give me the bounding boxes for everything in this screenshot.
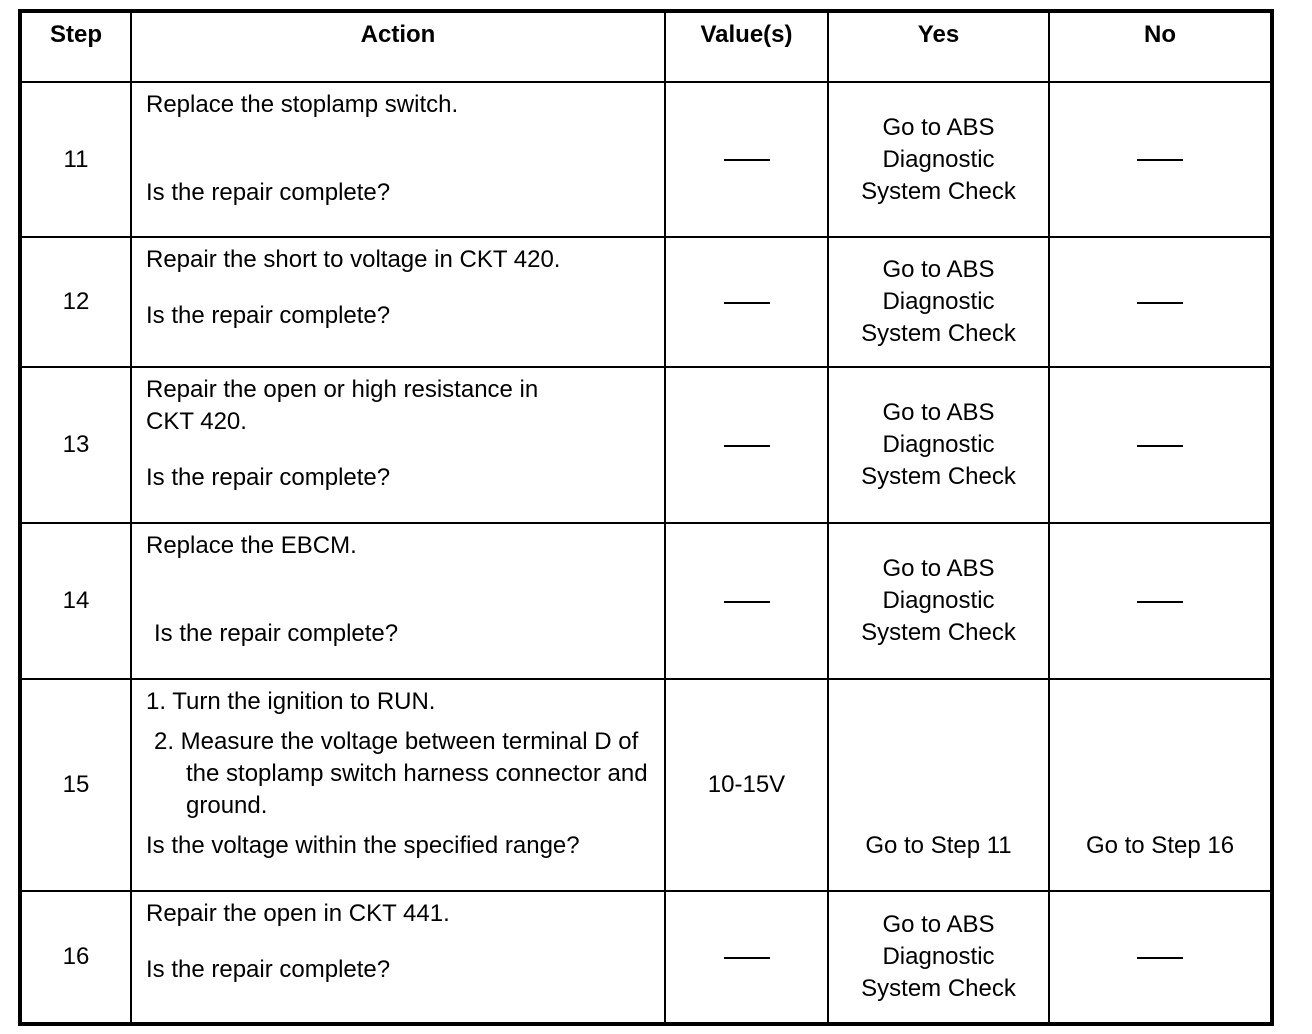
action-line: CKT 420. bbox=[146, 408, 247, 435]
diagnostic-table bbox=[18, 9, 1274, 1026]
values-cell bbox=[665, 82, 828, 237]
yes-line: Go to ABS bbox=[882, 399, 995, 426]
yes-cell bbox=[828, 891, 1049, 1024]
yes-line: Go to ABS bbox=[882, 256, 995, 283]
header-action: Action bbox=[131, 11, 665, 82]
dash-icon bbox=[1137, 957, 1183, 959]
yes-line: Go to ABS bbox=[882, 555, 995, 582]
action-cell bbox=[131, 367, 665, 523]
action-cell bbox=[131, 523, 665, 679]
values-cell bbox=[665, 367, 828, 523]
action-cell bbox=[131, 82, 665, 237]
dash-icon bbox=[1137, 445, 1183, 447]
action-cell bbox=[131, 237, 665, 367]
dash-icon bbox=[724, 601, 770, 603]
action-cell bbox=[131, 679, 665, 891]
table-row bbox=[20, 523, 1272, 679]
dash-icon bbox=[724, 159, 770, 161]
header-values: Value(s) bbox=[665, 11, 828, 82]
values-cell bbox=[665, 523, 828, 679]
action-cell bbox=[131, 891, 665, 1024]
header-yes: Yes bbox=[828, 11, 1049, 82]
yes-line: System Check bbox=[861, 975, 1016, 1002]
yes-line: Diagnostic bbox=[882, 288, 995, 315]
header-step: Step bbox=[20, 11, 131, 82]
header-no: No bbox=[1049, 11, 1272, 82]
step-number: 15 bbox=[20, 679, 131, 891]
no-cell bbox=[1049, 891, 1272, 1024]
yes-cell bbox=[828, 523, 1049, 679]
table-row bbox=[20, 367, 1272, 523]
yes-line: Diagnostic bbox=[882, 145, 995, 173]
action-question: Is the repair complete? bbox=[146, 956, 391, 983]
table-row bbox=[20, 679, 1272, 891]
table-row bbox=[20, 891, 1272, 1024]
step-number: 13 bbox=[20, 367, 131, 523]
header-row bbox=[20, 11, 1272, 82]
action-question: Is the repair complete? bbox=[146, 179, 391, 206]
action-line: Repair the open or high resistance in bbox=[146, 376, 539, 403]
no-cell: Go to Step 16 bbox=[1049, 679, 1272, 891]
step-number: 12 bbox=[20, 237, 131, 367]
step-number: 11 bbox=[20, 82, 131, 237]
yes-cell bbox=[828, 237, 1049, 367]
dash-icon bbox=[724, 445, 770, 447]
values-cell: 10-15V bbox=[665, 679, 828, 891]
dash-icon bbox=[1137, 601, 1183, 603]
yes-line: Go to ABS bbox=[882, 911, 995, 938]
yes-cell bbox=[828, 679, 1049, 891]
yes-line: System Check bbox=[861, 320, 1016, 347]
yes-line: Diagnostic bbox=[882, 943, 995, 970]
step-number: 16 bbox=[20, 891, 131, 1024]
no-cell bbox=[1049, 237, 1272, 367]
dash-icon bbox=[724, 302, 770, 304]
action-line: Repair the open in CKT 441. bbox=[146, 900, 450, 927]
table-row bbox=[20, 237, 1272, 367]
yes-line: Go to Step 11 bbox=[865, 832, 1012, 859]
action-line: 2. Measure the voltage between terminal D of the stoplamp switch harness connector and ground. bbox=[154, 728, 648, 819]
values-cell bbox=[665, 891, 828, 1024]
action-line: Replace the EBCM. bbox=[146, 532, 357, 559]
action-line: Replace the stoplamp switch. bbox=[146, 91, 459, 118]
yes-cell bbox=[828, 82, 1049, 237]
yes-line: Diagnostic bbox=[882, 587, 995, 614]
action-line: Repair the short to voltage in CKT 420. bbox=[146, 246, 561, 273]
dash-icon bbox=[1137, 159, 1183, 161]
dash-icon bbox=[1137, 302, 1183, 304]
no-cell bbox=[1049, 82, 1272, 237]
no-cell bbox=[1049, 367, 1272, 523]
yes-line: Diagnostic bbox=[882, 431, 995, 458]
no-cell bbox=[1049, 523, 1272, 679]
table-row bbox=[20, 82, 1272, 237]
action-question: Is the repair complete? bbox=[146, 464, 391, 491]
action-line: 1. Turn the ignition to RUN. bbox=[146, 688, 436, 715]
action-question: Is the repair complete? bbox=[154, 620, 399, 647]
dash-icon bbox=[724, 957, 770, 959]
yes-cell bbox=[828, 367, 1049, 523]
yes-line: System Check bbox=[861, 177, 1016, 205]
yes-line: System Check bbox=[861, 463, 1016, 490]
yes-line: System Check bbox=[861, 619, 1016, 646]
action-question: Is the voltage within the specified range? bbox=[146, 832, 580, 859]
action-question: Is the repair complete? bbox=[146, 302, 391, 329]
yes-line: Go to ABS bbox=[882, 113, 995, 141]
step-number: 14 bbox=[20, 523, 131, 679]
values-cell bbox=[665, 237, 828, 367]
